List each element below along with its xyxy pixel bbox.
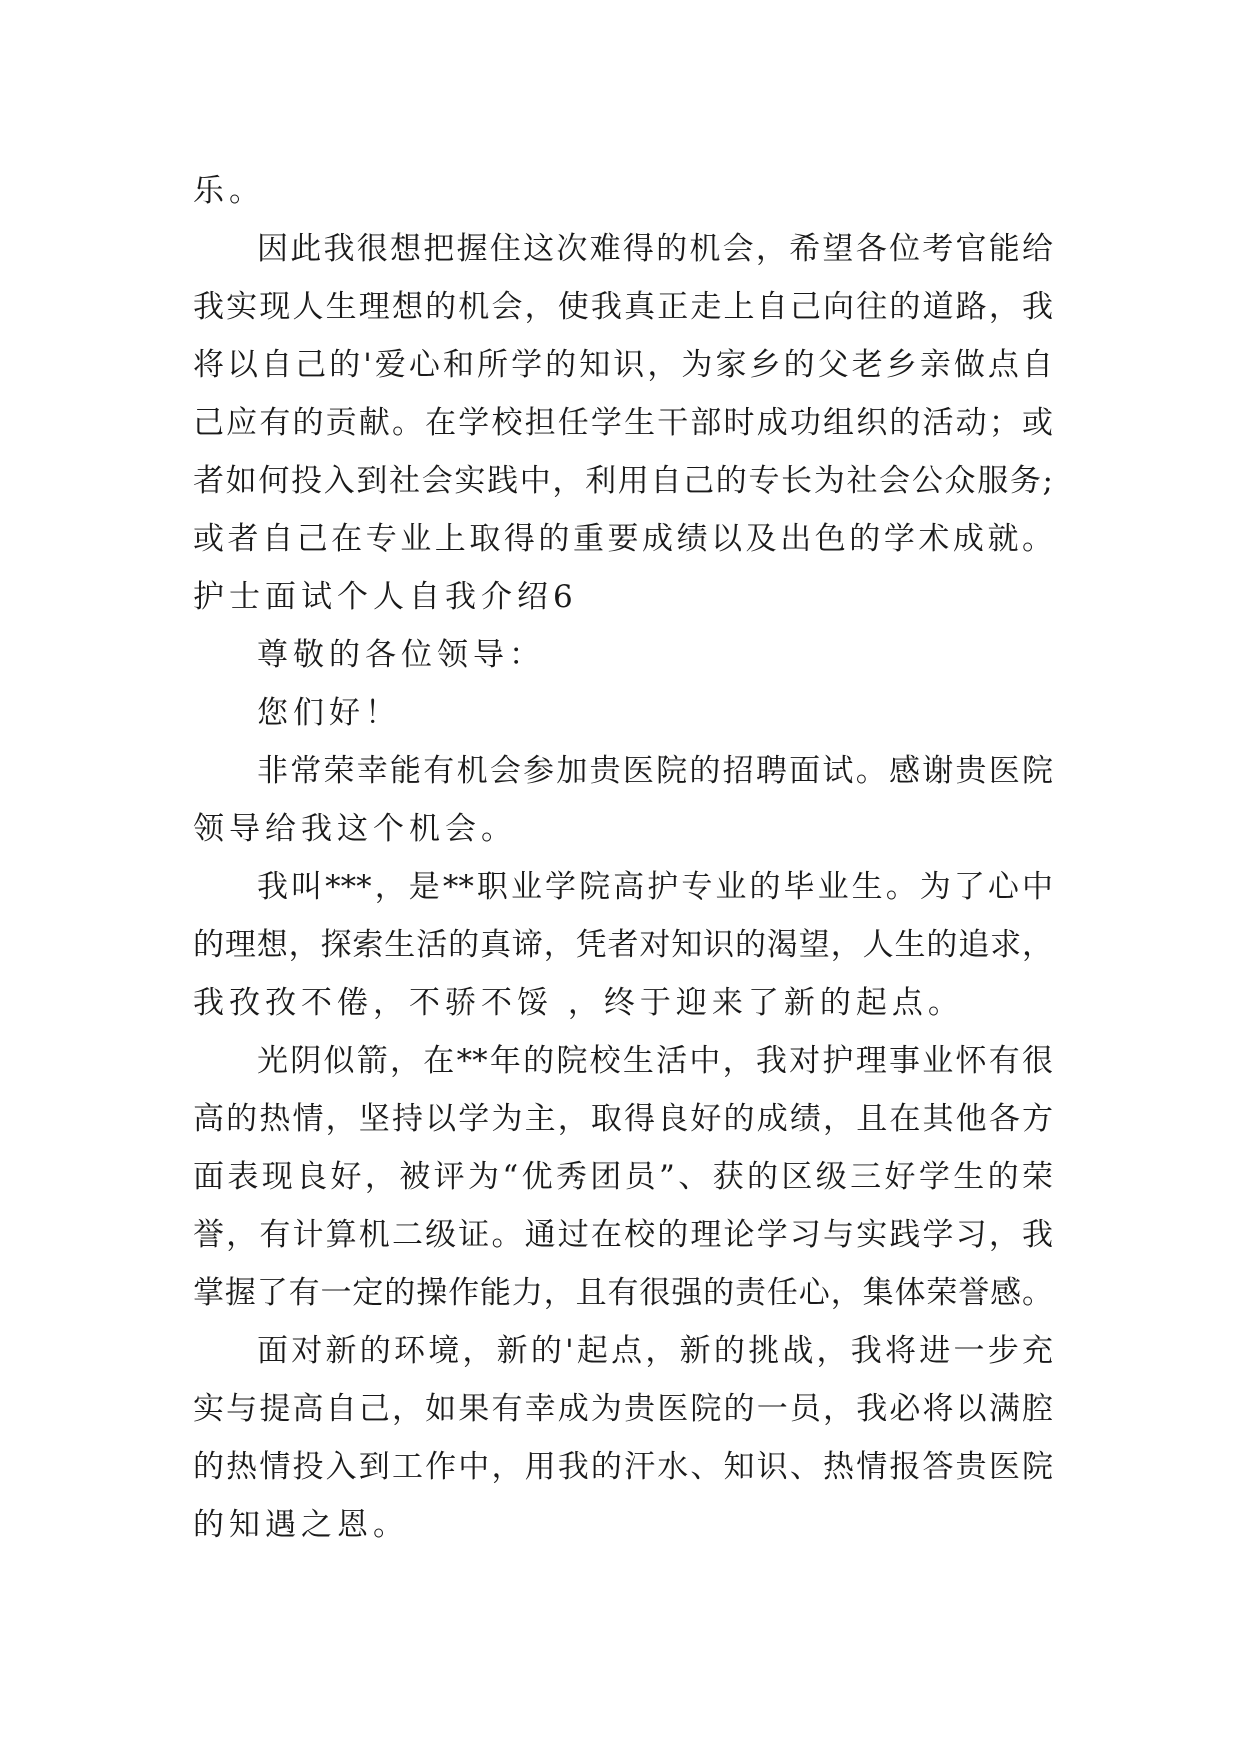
salutation: 尊敬的各位领导： xyxy=(257,637,545,673)
text-line: 者如何投入到社会实践中，利用自己的专长为社会公众服务; xyxy=(193,463,1053,499)
paragraph-first-line: 我叫***，是**职业学院高护专业的毕业生。为了心中 xyxy=(257,869,1053,905)
document-page xyxy=(193,162,1053,1554)
section-heading: 护士面试个人自我介绍6 xyxy=(193,579,578,615)
paragraph-first-line: 因此我很想把握住这次难得的机会，希望各位考官能给 xyxy=(257,231,1053,267)
text-line: 的热情投入到工作中，用我的汗水、知识、热情报答贵医院 xyxy=(193,1449,1053,1485)
text-line: 领导给我这个机会。 xyxy=(193,811,517,847)
text-line: 或者自己在专业上取得的重要成绩以及出色的学术成就。 xyxy=(193,521,1053,557)
text-line: 将以自己的'爱心和所学的知识，为家乡的父老乡亲做点自 xyxy=(193,347,1053,383)
text-line: 面表现良好，被评为“优秀团员”、获的区级三好学生的荣 xyxy=(193,1159,1053,1195)
paragraph-first-line: 非常荣幸能有机会参加贵医院的招聘面试。感谢贵医院 xyxy=(257,753,1053,789)
text-line: 的知遇之恩。 xyxy=(193,1507,409,1543)
text-line: 高的热情，坚持以学为主，取得良好的成绩，且在其他各方 xyxy=(193,1101,1053,1137)
text-line: 我实现人生理想的机会，使我真正走上自己向往的道路，我 xyxy=(193,289,1053,325)
text-line: 实与提高自己，如果有幸成为贵医院的一员，我必将以满腔 xyxy=(193,1391,1053,1427)
text-line: 己应有的贡献。在学校担任学生干部时成功组织的活动；或 xyxy=(193,405,1053,441)
text-line: 誉，有计算机二级证。通过在校的理论学习与实践学习，我 xyxy=(193,1217,1053,1253)
greeting: 您们好！ xyxy=(257,695,401,731)
text-line: 的理想，探索生活的真谛，凭者对知识的渴望，人生的追求， xyxy=(193,927,1053,963)
paragraph-first-line: 光阴似箭，在**年的院校生活中，我对护理事业怀有很 xyxy=(257,1043,1053,1079)
paragraph-first-line: 面对新的环境，新的'起点，新的挑战，我将进一步充 xyxy=(257,1333,1053,1369)
text-line: 乐。 xyxy=(193,173,265,209)
text-line: 掌握了有一定的操作能力，且有很强的责任心，集体荣誉感。 xyxy=(193,1275,1053,1311)
text-line: 我孜孜不倦，不骄不馁 ，终于迎来了新的起点。 xyxy=(193,985,964,1021)
